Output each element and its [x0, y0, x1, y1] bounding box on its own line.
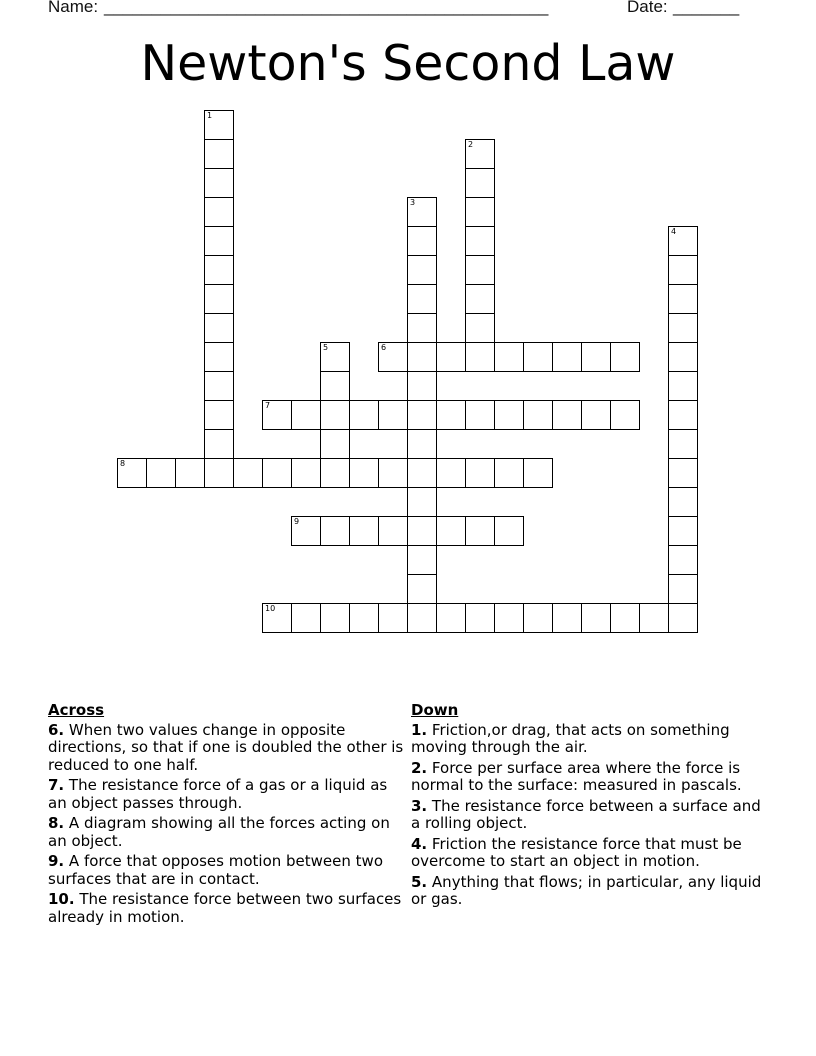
crossword-cell[interactable]: [465, 168, 495, 198]
crossword-cell[interactable]: [465, 516, 495, 546]
crossword-cell[interactable]: [291, 603, 321, 633]
clue-number: 2.: [411, 758, 428, 777]
crossword-cell[interactable]: [320, 400, 350, 430]
crossword-cell[interactable]: [204, 429, 234, 459]
page-title: Newton's Second Law: [140, 35, 676, 92]
crossword-cell[interactable]: [233, 458, 263, 488]
crossword-cell[interactable]: [349, 516, 379, 546]
crossword-cell[interactable]: [465, 458, 495, 488]
crossword-cell[interactable]: [668, 603, 698, 633]
crossword-cell[interactable]: [610, 603, 640, 633]
crossword-cell[interactable]: [407, 226, 437, 256]
crossword-cell[interactable]: [204, 284, 234, 314]
crossword-cell[interactable]: [639, 603, 669, 633]
crossword-cell[interactable]: [668, 313, 698, 343]
across-clues: [48, 702, 404, 929]
crossword-cell[interactable]: [407, 197, 437, 227]
crossword-cell[interactable]: [668, 574, 698, 604]
down-heading: Down: [411, 701, 459, 719]
crossword-cell[interactable]: [465, 400, 495, 430]
clue-text: Friction,or drag, that acts on something moving through the air.: [411, 720, 730, 756]
crossword-cell[interactable]: [262, 603, 292, 633]
crossword-cell[interactable]: [523, 342, 553, 372]
crossword-cell[interactable]: [407, 400, 437, 430]
cell-number: 8: [120, 459, 126, 468]
crossword-cell[interactable]: [291, 400, 321, 430]
crossword-cell[interactable]: [204, 371, 234, 401]
crossword-cell[interactable]: [320, 458, 350, 488]
cell-number: 1: [207, 111, 213, 120]
crossword-cell[interactable]: [465, 255, 495, 285]
clue-down-5: [411, 874, 771, 909]
crossword-cell[interactable]: [175, 458, 205, 488]
clue-down-1: [411, 722, 771, 757]
crossword-cell[interactable]: [552, 342, 582, 372]
crossword-cell[interactable]: [668, 487, 698, 517]
clue-number: 10.: [48, 890, 75, 908]
date-label: Date:: [627, 0, 668, 16]
crossword-cell[interactable]: [465, 197, 495, 227]
crossword-cell[interactable]: [436, 516, 466, 546]
crossword-cell[interactable]: [262, 400, 292, 430]
crossword-cell[interactable]: [552, 603, 582, 633]
crossword-cell[interactable]: [494, 458, 524, 488]
crossword-cell[interactable]: [378, 458, 408, 488]
crossword-cell[interactable]: [668, 284, 698, 314]
cell-number: 4: [671, 227, 677, 236]
clue-text: Force per surface area where the force is normal to the surface: measured in pascals.: [411, 758, 742, 794]
clue-down-4: [411, 836, 771, 871]
clue-number: 8.: [48, 814, 65, 832]
crossword-cell[interactable]: [349, 603, 379, 633]
clue-text: The resistance force between two surfaces already in motion.: [48, 890, 402, 926]
crossword-cell[interactable]: [668, 429, 698, 459]
crossword-cell[interactable]: [407, 313, 437, 343]
crossword-cell[interactable]: [523, 458, 553, 488]
crossword-cell[interactable]: [320, 516, 350, 546]
clue-down-3: [411, 798, 771, 833]
crossword-cell[interactable]: [349, 458, 379, 488]
crossword-cell[interactable]: [465, 603, 495, 633]
crossword-cell[interactable]: [407, 516, 437, 546]
crossword-cell[interactable]: [610, 342, 640, 372]
cell-number: 7: [265, 401, 271, 410]
crossword-cell[interactable]: [494, 516, 524, 546]
crossword-cell[interactable]: [378, 603, 408, 633]
crossword-cell[interactable]: [523, 400, 553, 430]
crossword-cell[interactable]: [407, 371, 437, 401]
cell-number: 9: [294, 517, 300, 526]
crossword-cell[interactable]: [407, 429, 437, 459]
crossword-cell[interactable]: [204, 313, 234, 343]
crossword-cell[interactable]: [204, 255, 234, 285]
crossword-cell[interactable]: [581, 400, 611, 430]
clue-text: A force that opposes motion between two surfaces that are in contact.: [48, 852, 383, 888]
crossword-cell[interactable]: [407, 487, 437, 517]
clue-across-7: [48, 777, 404, 812]
clue-down-2: [411, 760, 771, 795]
crossword-cell[interactable]: [523, 603, 553, 633]
crossword-cell[interactable]: [320, 603, 350, 633]
crossword-cell[interactable]: [262, 458, 292, 488]
clue-text: Anything that flows; in particular, any liquid or gas.: [411, 872, 762, 908]
clue-across-6: [48, 722, 404, 775]
crossword-cell[interactable]: [494, 342, 524, 372]
clue-number: 4.: [411, 834, 428, 853]
crossword-cell[interactable]: [465, 313, 495, 343]
crossword-cell[interactable]: [291, 458, 321, 488]
crossword-cell[interactable]: [668, 458, 698, 488]
name-label: Name:: [48, 0, 99, 16]
clue-text: Friction the resistance force that must be overcome to start an object in motion.: [411, 834, 742, 870]
across-heading: Across: [48, 701, 105, 719]
crossword-cell[interactable]: [407, 284, 437, 314]
crossword-cell[interactable]: [581, 342, 611, 372]
crossword-cell[interactable]: [581, 603, 611, 633]
crossword-cell[interactable]: [146, 458, 176, 488]
clue-number: 1.: [411, 720, 428, 739]
crossword-cell[interactable]: [204, 139, 234, 169]
crossword-cell[interactable]: [204, 400, 234, 430]
cell-number: 10: [265, 604, 276, 613]
crossword-cell[interactable]: [552, 400, 582, 430]
clue-text: The resistance force between a surface and a rolling object.: [411, 796, 761, 832]
crossword-cell[interactable]: [668, 255, 698, 285]
crossword-cell[interactable]: [494, 400, 524, 430]
date-field-line[interactable]: _______: [673, 0, 740, 16]
crossword-cell[interactable]: [610, 400, 640, 430]
crossword-cell[interactable]: [668, 371, 698, 401]
clue-number: 5.: [411, 872, 428, 891]
crossword-cell[interactable]: [436, 603, 466, 633]
crossword-cell[interactable]: [320, 371, 350, 401]
crossword-cell[interactable]: [668, 400, 698, 430]
crossword-cell[interactable]: [204, 168, 234, 198]
crossword-cell[interactable]: [494, 603, 524, 633]
crossword-cell[interactable]: [407, 603, 437, 633]
clue-across-10: [48, 891, 404, 926]
crossword-cell[interactable]: [436, 400, 466, 430]
crossword-cell[interactable]: [204, 226, 234, 256]
crossword-cell[interactable]: [204, 342, 234, 372]
crossword-cell[interactable]: [465, 139, 495, 169]
crossword-cell[interactable]: [349, 400, 379, 430]
crossword-cell[interactable]: [436, 342, 466, 372]
clue-across-8: [48, 815, 404, 850]
crossword-cell[interactable]: [465, 342, 495, 372]
clue-text: The resistance force of a gas or a liquid as an object passes through.: [48, 776, 388, 812]
cell-number: 2: [468, 140, 474, 149]
crossword-cell[interactable]: [407, 458, 437, 488]
down-clues: [411, 702, 771, 912]
crossword-cell[interactable]: [291, 516, 321, 546]
cell-number: 5: [323, 343, 329, 352]
crossword-cell[interactable]: [320, 429, 350, 459]
crossword-cell[interactable]: [204, 458, 234, 488]
crossword-cell[interactable]: [465, 226, 495, 256]
clue-number: 3.: [411, 796, 428, 815]
crossword-cell[interactable]: [668, 516, 698, 546]
crossword-cell[interactable]: [465, 284, 495, 314]
crossword-cell[interactable]: [668, 226, 698, 256]
crossword-cell[interactable]: [117, 458, 147, 488]
crossword-cell[interactable]: [378, 516, 408, 546]
crossword-cell[interactable]: [204, 197, 234, 227]
cell-number: 3: [410, 198, 416, 207]
crossword-cell[interactable]: [204, 110, 234, 140]
crossword-cell[interactable]: [378, 342, 408, 372]
crossword-cell[interactable]: [378, 400, 408, 430]
crossword-cell[interactable]: [668, 545, 698, 575]
crossword-cell[interactable]: [407, 342, 437, 372]
cell-number: 6: [381, 343, 387, 352]
crossword-cell[interactable]: [436, 458, 466, 488]
crossword-cell[interactable]: [407, 574, 437, 604]
crossword-cell[interactable]: [668, 342, 698, 372]
clue-text: When two values change in opposite directions, so that if one is doubled the other is reduced to one half.: [48, 720, 404, 774]
clue-number: 6.: [48, 720, 65, 739]
name-field-line[interactable]: _______________________________________________: [104, 0, 549, 16]
clue-across-9: [48, 853, 404, 888]
crossword-cell[interactable]: [407, 255, 437, 285]
clue-text: A diagram showing all the forces acting on an object.: [48, 814, 390, 850]
clue-number: 9.: [48, 852, 65, 870]
clue-number: 7.: [48, 776, 65, 794]
crossword-cell[interactable]: [407, 545, 437, 575]
crossword-cell[interactable]: [320, 342, 350, 372]
